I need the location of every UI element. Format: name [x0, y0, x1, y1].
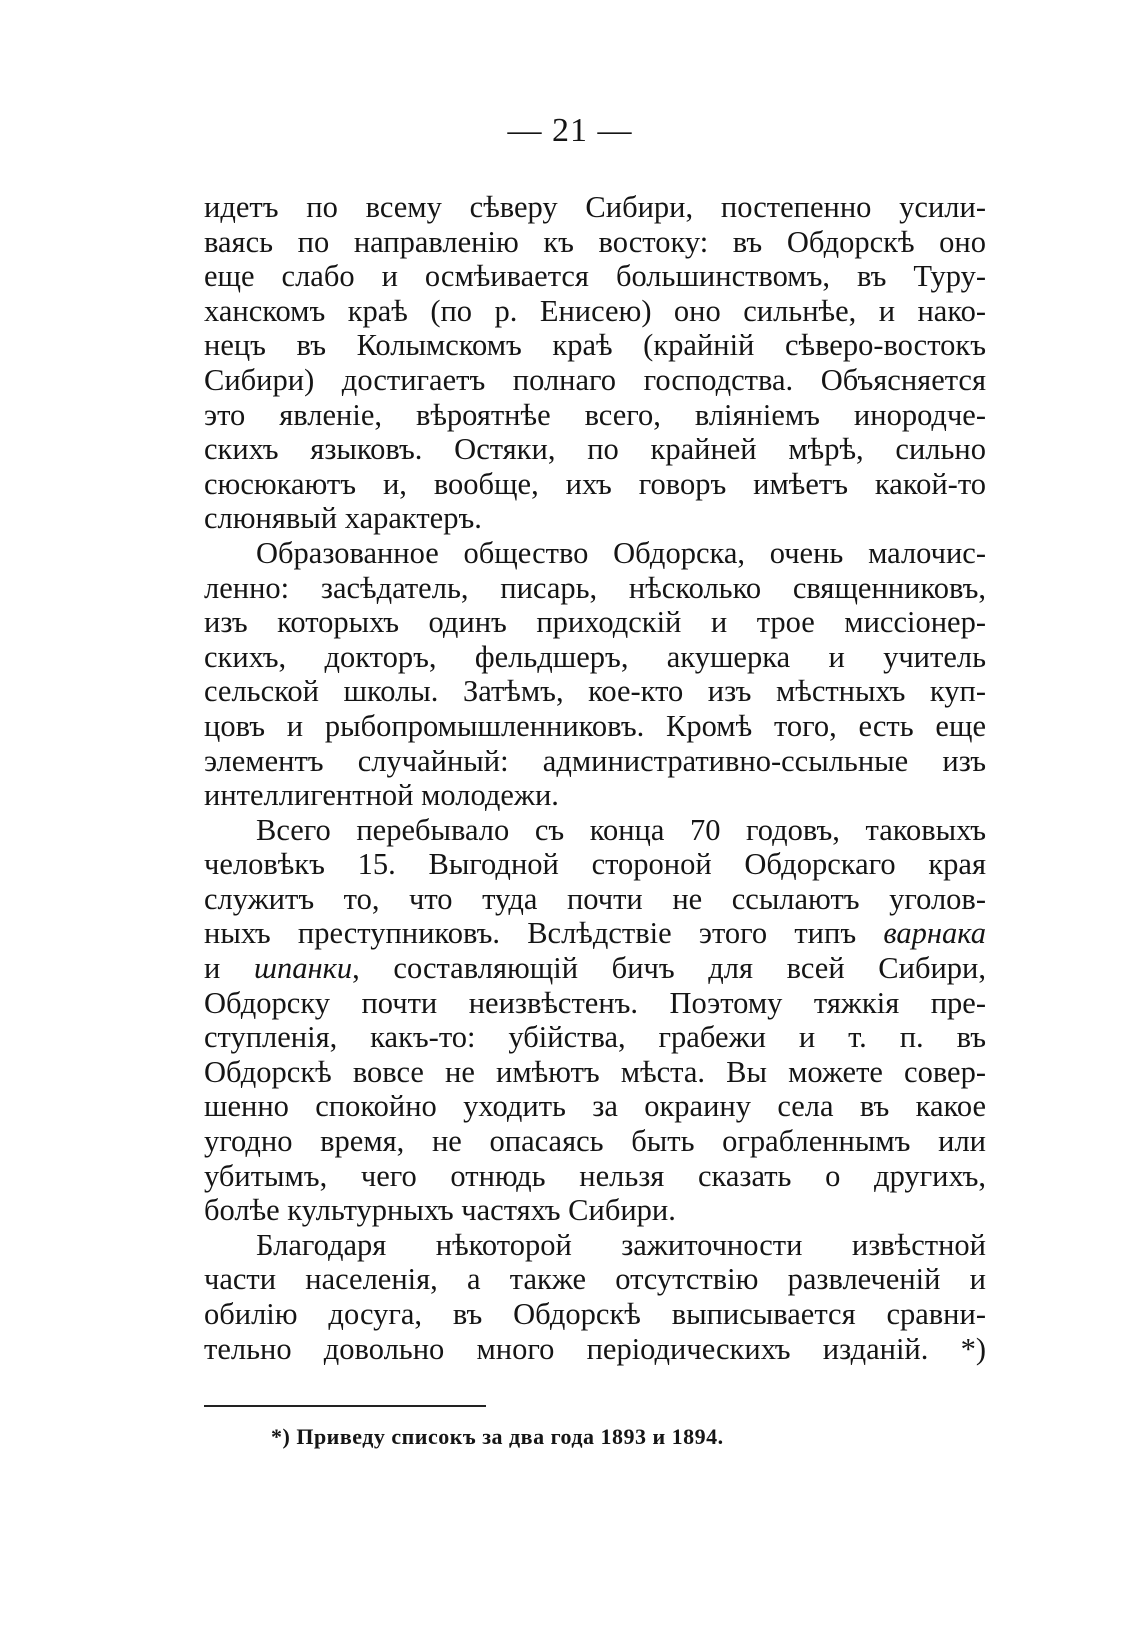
text-line: человѣкъ 15. Выгодной стороной Обдорскаго края: [204, 847, 986, 882]
text-line-with-italic: [204, 951, 986, 986]
text-line: интеллигентной молодежи.: [204, 778, 559, 813]
italic-word: шпанки: [253, 951, 353, 986]
text-line: Обдорску почти неизвѣстенъ. Поэтому тяжкія пре-: [204, 985, 986, 1020]
text-segment: , составляющій бичъ для всей Сибири,: [352, 951, 986, 986]
text-line: еще слабо и осмѣивается большинствомъ, въ Туру-: [204, 259, 986, 294]
text-line: обилію досуга, въ Обдорскѣ выписывается сравни-: [204, 1297, 986, 1331]
paragraph-2: [204, 536, 986, 813]
text-line: элементъ случайный: административно-ссыльные изъ: [204, 743, 986, 778]
text-line: Обдорскѣ вовсе не имѣютъ мѣста. Вы можете совер-: [204, 1054, 986, 1089]
text-line: скихъ языковъ. Остяки, по крайней мѣрѣ, сильно: [204, 432, 986, 467]
text-line: Образованное общество Обдорска, очень малочис-: [256, 535, 986, 570]
page-number: — 21 —: [507, 112, 633, 149]
text-segment: и: [204, 951, 254, 986]
text-line: служитъ то, что туда почти не ссылаютъ уголов-: [204, 881, 986, 916]
text-line: угодно время, не опасаясь быть ограбленнымъ или: [204, 1124, 986, 1159]
text-line: Сибири) достигаетъ полнаго господства. Объясняется: [204, 362, 986, 397]
text-line: сельской школы. Затѣмъ, кое-кто изъ мѣстныхъ куп-: [204, 674, 986, 709]
text-line: убитымъ, чего отнюдь нельзя сказать о другихъ,: [204, 1158, 986, 1193]
text-segment: ныхъ преступниковъ. Вслѣдствіе этого типъ: [204, 916, 884, 951]
text-line-with-italic: [204, 916, 986, 951]
text-line: шенно спокойно уходить за окраину села въ какое: [204, 1089, 986, 1124]
body-text: [204, 190, 986, 1366]
text-line: части населенія, а также отсутствію развлеченій и: [204, 1262, 986, 1297]
text-line: цовъ и рыбопромышленниковъ. Кромѣ того, есть еще: [204, 708, 986, 743]
text-line: Благодаря нѣкоторой зажиточности извѣстной: [256, 1227, 986, 1262]
text-line: тельно довольно много періодическихъ изданій. *): [204, 1331, 986, 1366]
text-line: нецъ въ Колымскомъ краѣ (крайній сѣверо-востокъ: [204, 328, 986, 363]
text-line: ленно: засѣдатель, писарь, нѣсколько священниковъ,: [204, 570, 986, 605]
text-line: болѣе культурныхъ частяхъ Сибири.: [204, 1193, 676, 1228]
text-line: ступленія, какъ-то: убійства, грабежи и т. п. въ: [204, 1020, 986, 1055]
text-line: Всего перебывало съ конца 70 годовъ, таковыхъ: [256, 812, 986, 847]
italic-word: варнака: [883, 916, 986, 951]
text-line: сюсюкаютъ и, вообще, ихъ говоръ имѣетъ какой-то: [204, 466, 986, 501]
text-line: это явленіе, вѣроятнѣе всего, вліяніемъ инородче-: [204, 397, 986, 432]
text-line: идетъ по всему сѣверу Сибири, постепенно усили-: [204, 190, 986, 224]
text-line: ханскомъ краѣ (по р. Енисею) оно сильнѣе, и нако-: [204, 293, 986, 328]
text-line: изъ которыхъ одинъ приходскій и трое миссіонер-: [204, 605, 986, 640]
paragraph-1: [204, 190, 986, 536]
text-line: ваясь по направленію къ востоку: въ Обдорскѣ оно: [204, 224, 986, 259]
paragraph-3: [204, 813, 986, 1228]
paragraph-4: [204, 1228, 986, 1366]
footnote: *) Приведу списокъ за два года 1893 и 1894.: [271, 1424, 724, 1449]
footnote-divider: [204, 1405, 486, 1407]
text-line: слюнявый характеръ.: [204, 501, 482, 536]
text-line: скихъ, докторъ, фельдшеръ, акушерка и учитель: [204, 639, 986, 674]
